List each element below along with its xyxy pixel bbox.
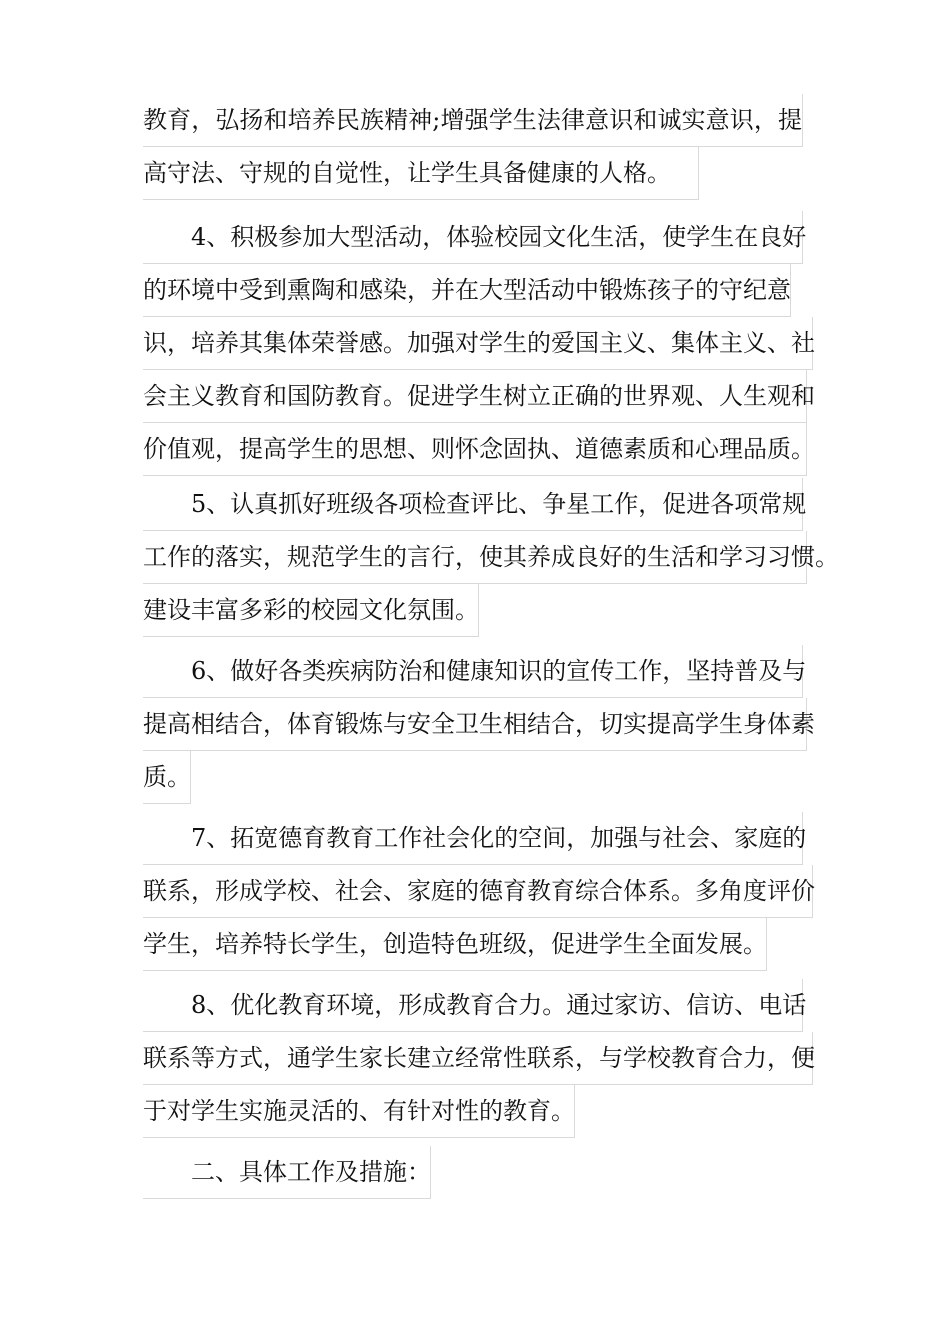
text-line: 高守法、守规的自觉性，让学生具备健康的人格。 — [143, 147, 699, 200]
paragraph-item-5 — [143, 478, 839, 637]
text-line: 工作的落实，规范学生的言行，使其养成良好的生活和学习习惯。 — [143, 531, 807, 584]
text-line: 学生，培养特长学生，创造特色班级，促进学生全面发展。 — [143, 918, 767, 971]
text-line: 于对学生实施灵活的、有针对性的教育。 — [143, 1085, 575, 1138]
text-line: 质。 — [143, 751, 191, 804]
paragraph-item-7 — [143, 812, 823, 971]
paragraph-item-6 — [143, 645, 823, 804]
text-line: 联系等方式，通学生家长建立经常性联系，与学校教育合力，便 — [143, 1032, 813, 1085]
text-line: 提高相结合，体育锻炼与安全卫生相结合，切实提高学生身体素 — [143, 698, 807, 751]
text-line: 8、优化教育环境，形成教育合力。通过家访、信访、电话 — [143, 979, 803, 1032]
text-line: 联系，形成学校、社会、家庭的德育教育综合体系。多角度评价 — [143, 865, 813, 918]
text-line: 6、做好各类疾病防治和健康知识的宣传工作，坚持普及与 — [143, 645, 803, 698]
paragraph-continuation — [143, 94, 823, 200]
section-heading — [143, 1146, 823, 1199]
text-line: 4、积极参加大型活动，体验校园文化生活，使学生在良好 — [143, 211, 803, 264]
text-line: 7、拓宽德育教育工作社会化的空间，加强与社会、家庭的 — [143, 812, 803, 865]
text-line: 会主义教育和国防教育。促进学生树立正确的世界观、人生观和 — [143, 370, 807, 423]
text-line: 识，培养其集体荣誉感。加强对学生的爱国主义、集体主义、社 — [143, 317, 813, 370]
paragraph-item-8 — [143, 979, 823, 1138]
text-line: 教育，弘扬和培养民族精神;增强学生法律意识和诚实意识，提 — [143, 94, 803, 147]
text-line: 建设丰富多彩的校园文化氛围。 — [143, 584, 479, 637]
text-line: 的环境中受到熏陶和感染，并在大型活动中锻炼孩子的守纪意 — [143, 264, 791, 317]
text-line: 5、认真抓好班级各项检查评比、争星工作，促进各项常规 — [143, 478, 803, 531]
text-line: 价值观，提高学生的思想、则怀念固执、道德素质和心理品质。 — [143, 423, 807, 476]
paragraph-item-4 — [143, 211, 823, 476]
section-heading-text: 二、具体工作及措施： — [143, 1146, 431, 1199]
